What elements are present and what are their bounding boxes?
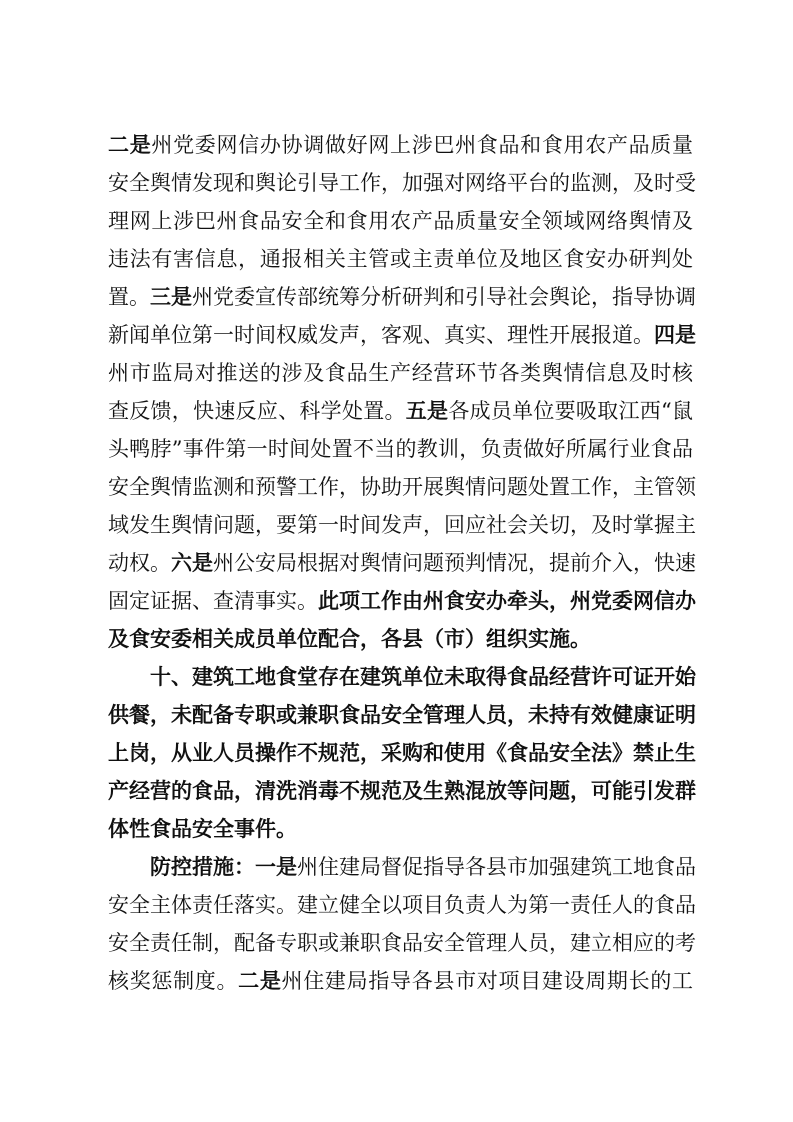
body-text: 各成员单位要吸取江西“鼠 (448, 399, 694, 423)
body-text: 违法有害信息，通报相关主管或主责单位及地区食安办研判处 (108, 247, 693, 271)
text-line (108, 776, 696, 806)
body-text: 新闻单位第一时间权威发声，客观、真实、理性开展报道。 (108, 323, 654, 347)
text-line (108, 396, 693, 426)
text-line (108, 966, 693, 996)
text-line (108, 130, 693, 160)
body-text: 域发生舆情问题，要第一时间发声，回应社会关切，及时掌握主 (108, 513, 696, 537)
text-line (108, 586, 696, 616)
body-text: 州公安局根据对舆情问题预判情况，提前介入，快速 (213, 551, 696, 575)
bold-text: 体性食品安全事件。 (108, 817, 297, 841)
text-line (108, 738, 696, 768)
text-line (108, 548, 696, 578)
body-text: 州党委宣传部统筹分析研判和引导社会舆论，指导协调 (192, 285, 696, 309)
bold-text: 防控措施： (150, 855, 255, 879)
body-text: 州党委网信办协调做好网上涉巴州食品和食用农产品质量 (151, 133, 694, 157)
body-text: 置。 (108, 285, 150, 309)
bold-text: 六是 (171, 551, 213, 575)
body-text: 州住建局指导各县市对项目建设周期长的工 (281, 969, 694, 993)
body-text: 理网上涉巴州食品安全和食用农产品质量安全领域网络舆情及 (108, 209, 693, 233)
bold-text: 四是 (654, 323, 696, 347)
bold-text: 此项工作由州食安办牵头，州党委网信办 (318, 589, 696, 613)
bold-text: 十、建筑工地食堂存在建筑单位未取得食品经营许可证开始 (150, 665, 696, 689)
body-text: 动权。 (108, 551, 171, 575)
text-line (108, 434, 693, 464)
bold-text: 三是 (150, 285, 192, 309)
body-text: 固定证据、查清事实。 (108, 589, 318, 613)
text-line (108, 206, 693, 236)
text-line (108, 358, 693, 388)
text-line (108, 168, 696, 198)
text-line (108, 700, 696, 730)
body-text: 查反馈，快速反应、科学处置。 (108, 399, 406, 423)
text-line (108, 244, 693, 274)
text-line (108, 624, 693, 654)
text-line (150, 662, 696, 692)
text-line (108, 510, 696, 540)
body-text: 安全舆情监测和预警工作，协助开展舆情问题处置工作，主管领 (108, 475, 696, 499)
body-text: 安全责任制，配备专职或兼职食品安全管理人员，建立相应的考 (108, 931, 696, 955)
text-line (150, 852, 696, 882)
bold-text: 供餐，未配备专职或兼职食品安全管理人员，未持有效健康证明 (108, 703, 696, 727)
text-line (108, 472, 696, 502)
bold-text: 上岗，从业人员操作不规范，采购和使用《食品安全法》禁止生 (108, 741, 696, 765)
bold-text: 二是 (238, 969, 282, 993)
text-line (108, 282, 696, 312)
body-text: 安全主体责任落实。建立健全以项目负责人为第一责任人的食品 (108, 893, 696, 917)
body-text: 安全舆情发现和舆论引导工作，加强对网络平台的监测，及时受 (108, 171, 696, 195)
text-line (108, 320, 696, 350)
body-text: 州住建局督促指导各县市加强建筑工地食品 (297, 855, 696, 879)
body-text: 州市监局对推送的涉及食品生产经营环节各类舆情信息及时核 (108, 361, 693, 385)
bold-text: 产经营的食品，清洗消毒不规范及生熟混放等问题，可能引发群 (108, 779, 696, 803)
text-line (108, 928, 696, 958)
text-line (108, 814, 693, 844)
bold-text: 及食安委相关成员单位配合，各县（市）组织实施。 (108, 627, 591, 651)
body-text: 核奖惩制度。 (108, 969, 239, 993)
bold-text: 五是 (405, 399, 449, 423)
bold-text: 一是 (255, 855, 297, 879)
body-text: 头鸭脖”事件第一时间处置不当的教训，负责做好所属行业食品 (108, 437, 693, 461)
text-line (108, 890, 696, 920)
bold-text: 二是 (108, 133, 152, 157)
